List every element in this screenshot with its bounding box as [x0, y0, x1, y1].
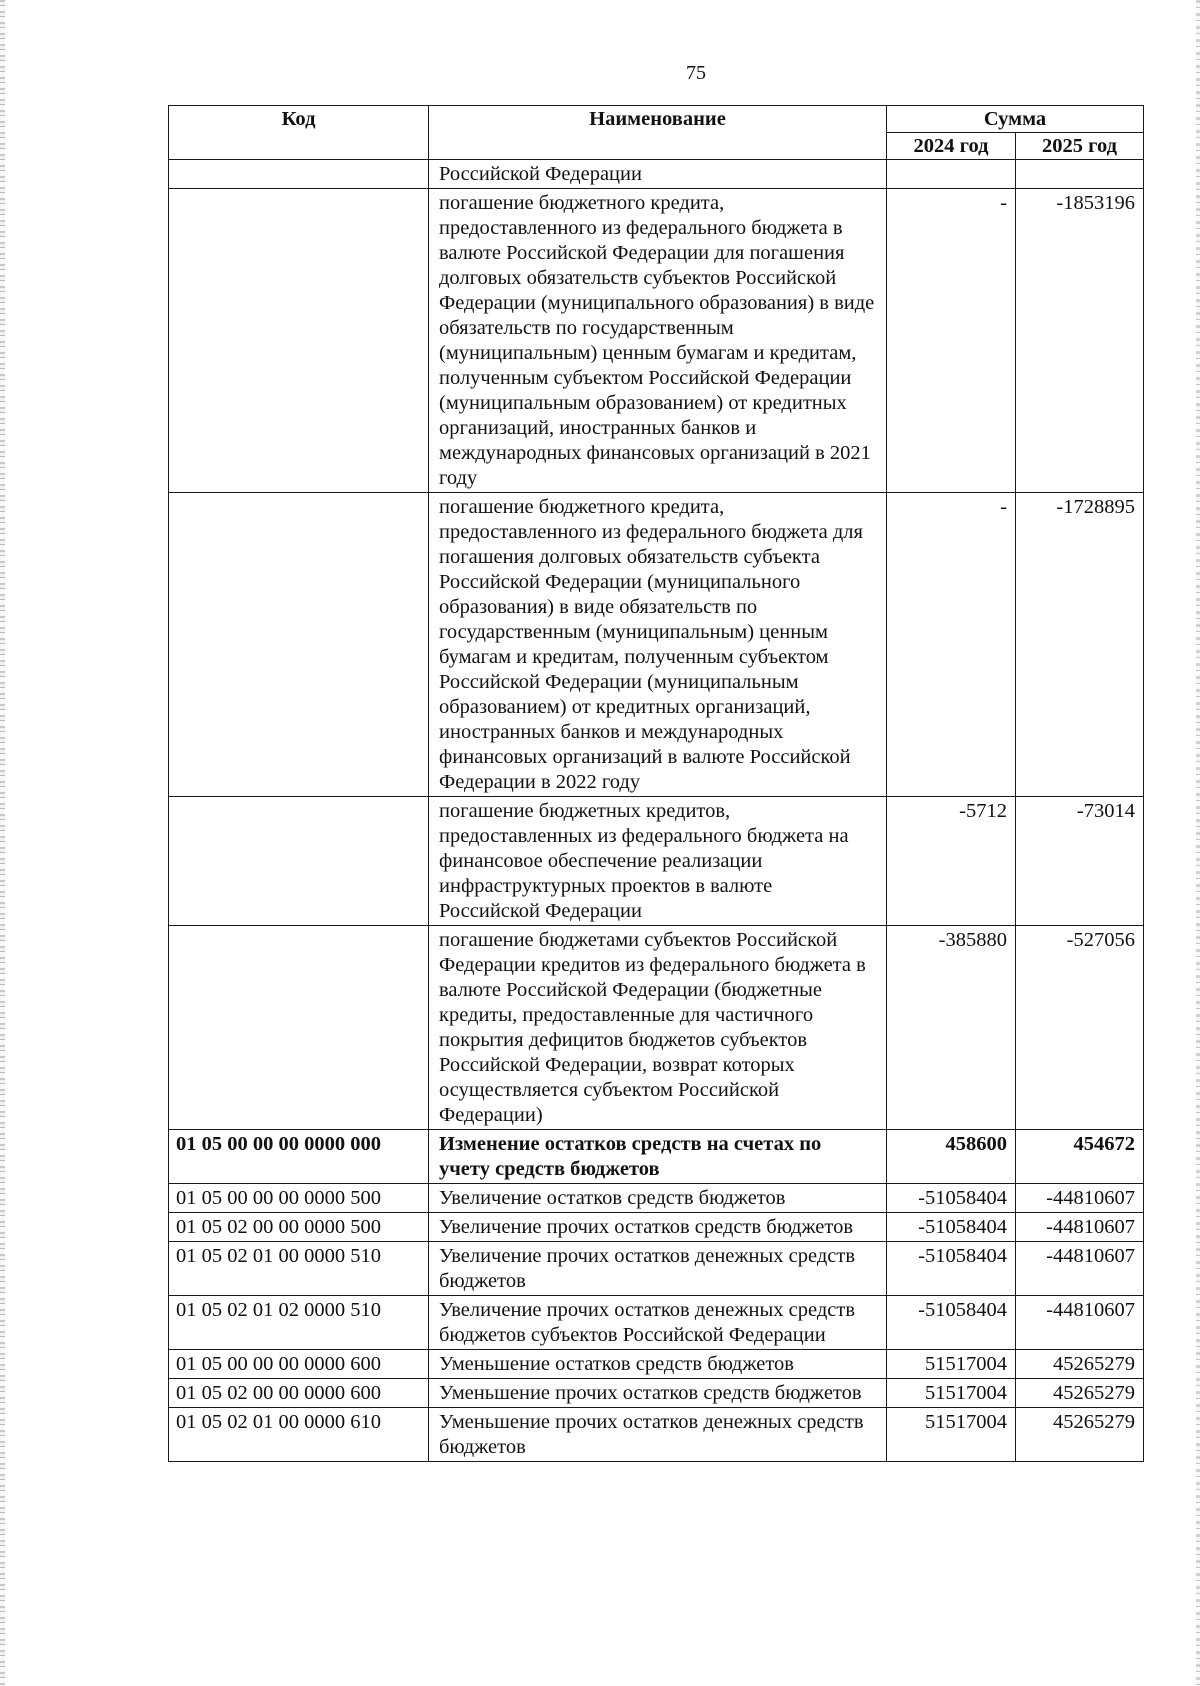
- cell-code: [169, 160, 429, 189]
- cell-code: 01 05 00 00 00 0000 500: [169, 1184, 429, 1213]
- cell-value-2024: 51517004: [887, 1350, 1016, 1379]
- table-row: [169, 1379, 1144, 1408]
- cell-value-2025: 454672: [1016, 1130, 1144, 1184]
- table-row: [169, 160, 1144, 189]
- cell-value-2024: -5712: [887, 797, 1016, 926]
- scan-edge-right: [1196, 0, 1200, 1686]
- header-year-2024: 2024 год: [887, 133, 1016, 160]
- cell-value-2025: -1728895: [1016, 493, 1144, 797]
- table-row: [169, 1408, 1144, 1462]
- cell-name: Уменьшение прочих остатков денежных средств бюджетов: [429, 1408, 887, 1462]
- table-row: [169, 1296, 1144, 1350]
- header-code: Код: [169, 106, 429, 160]
- cell-value-2024: 51517004: [887, 1379, 1016, 1408]
- cell-value-2025: -73014: [1016, 797, 1144, 926]
- cell-value-2024: -51058404: [887, 1296, 1016, 1350]
- header-row-1: [169, 106, 1144, 133]
- table-body: [169, 160, 1144, 1462]
- table-row: [169, 1130, 1144, 1184]
- cell-value-2024: -: [887, 189, 1016, 493]
- cell-value-2024: -385880: [887, 926, 1016, 1130]
- header-name: Наименование: [429, 106, 887, 160]
- header-year-2025: 2025 год: [1016, 133, 1144, 160]
- cell-value-2024: [887, 160, 1016, 189]
- cell-name: Уменьшение прочих остатков средств бюджетов: [429, 1379, 887, 1408]
- cell-name: Увеличение прочих остатков средств бюджетов: [429, 1213, 887, 1242]
- cell-code: [169, 493, 429, 797]
- cell-code: [169, 189, 429, 493]
- cell-value-2025: -44810607: [1016, 1296, 1144, 1350]
- cell-name: Изменение остатков средств на счетах по учету средств бюджетов: [429, 1130, 887, 1184]
- cell-code: [169, 797, 429, 926]
- cell-value-2025: [1016, 160, 1144, 189]
- cell-value-2025: 45265279: [1016, 1379, 1144, 1408]
- cell-value-2024: 458600: [887, 1130, 1016, 1184]
- cell-value-2025: -527056: [1016, 926, 1144, 1130]
- cell-code: 01 05 02 01 00 0000 510: [169, 1242, 429, 1296]
- table-row: [169, 1350, 1144, 1379]
- cell-value-2025: 45265279: [1016, 1350, 1144, 1379]
- cell-name: Уменьшение остатков средств бюджетов: [429, 1350, 887, 1379]
- cell-value-2025: -44810607: [1016, 1184, 1144, 1213]
- cell-name: Увеличение прочих остатков денежных средств бюджетов: [429, 1242, 887, 1296]
- cell-name: погашение бюджетного кредита, предоставленного из федерального бюджета в валюте Российской Федерации для погашения долговых обязательств субъектов Российской Федерации (муниципального образования) в виде обязательств по государственным (муниципальным) ценным бумагам и кредитам, полученным субъектом Российской Федерации (муниципальным образованием) от кредитных организаций, иностранных банков и международных финансовых организаций в 2021 году: [429, 189, 887, 493]
- cell-name: Увеличение прочих остатков денежных средств бюджетов субъектов Российской Федерации: [429, 1296, 887, 1350]
- cell-code: 01 05 02 01 02 0000 510: [169, 1296, 429, 1350]
- cell-code: 01 05 00 00 00 0000 000: [169, 1130, 429, 1184]
- budget-table: [168, 105, 1144, 1462]
- cell-value-2025: -44810607: [1016, 1213, 1144, 1242]
- cell-code: 01 05 02 00 00 0000 500: [169, 1213, 429, 1242]
- table-row: [169, 1213, 1144, 1242]
- cell-name: Увеличение остатков средств бюджетов: [429, 1184, 887, 1213]
- cell-value-2024: 51517004: [887, 1408, 1016, 1462]
- cell-value-2025: -44810607: [1016, 1242, 1144, 1296]
- cell-value-2025: -1853196: [1016, 189, 1144, 493]
- table-row: [169, 189, 1144, 493]
- cell-code: 01 05 02 01 00 0000 610: [169, 1408, 429, 1462]
- cell-value-2024: -: [887, 493, 1016, 797]
- cell-code: 01 05 02 00 00 0000 600: [169, 1379, 429, 1408]
- cell-code: [169, 926, 429, 1130]
- page-number: 75: [686, 62, 706, 84]
- table-row: [169, 926, 1144, 1130]
- table-row: [169, 797, 1144, 926]
- scan-edge-left: [0, 0, 5, 1686]
- cell-name: Российской Федерации: [429, 160, 887, 189]
- header-sum: Сумма: [887, 106, 1144, 133]
- cell-name: погашение бюджетами субъектов Российской Федерации кредитов из федерального бюджета в валюте Российской Федерации (бюджетные кредиты, предоставленные для частичного покрытия дефицитов бюджетов субъектов Российской Федерации, возврат которых осуществляется субъектом Российской Федерации): [429, 926, 887, 1130]
- cell-value-2025: 45265279: [1016, 1408, 1144, 1462]
- cell-value-2024: -51058404: [887, 1213, 1016, 1242]
- cell-value-2024: -51058404: [887, 1242, 1016, 1296]
- table-row: [169, 1242, 1144, 1296]
- table-row: [169, 1184, 1144, 1213]
- cell-name: погашение бюджетного кредита, предоставленного из федерального бюджета для погашения долговых обязательств субъекта Российской Федерации (муниципального образования) в виде обязательств по государственным (муниципальным) ценным бумагам и кредитам, полученным субъектом Российской Федерации (муниципальным образованием) от кредитных организаций, иностранных банков и международных финансовых организаций в валюте Российской Федерации в 2022 году: [429, 493, 887, 797]
- cell-code: 01 05 00 00 00 0000 600: [169, 1350, 429, 1379]
- cell-value-2024: -51058404: [887, 1184, 1016, 1213]
- cell-name: погашение бюджетных кредитов, предоставленных из федерального бюджета на финансовое обеспечение реализации инфраструктурных проектов в валюте Российской Федерации: [429, 797, 887, 926]
- table-row: [169, 493, 1144, 797]
